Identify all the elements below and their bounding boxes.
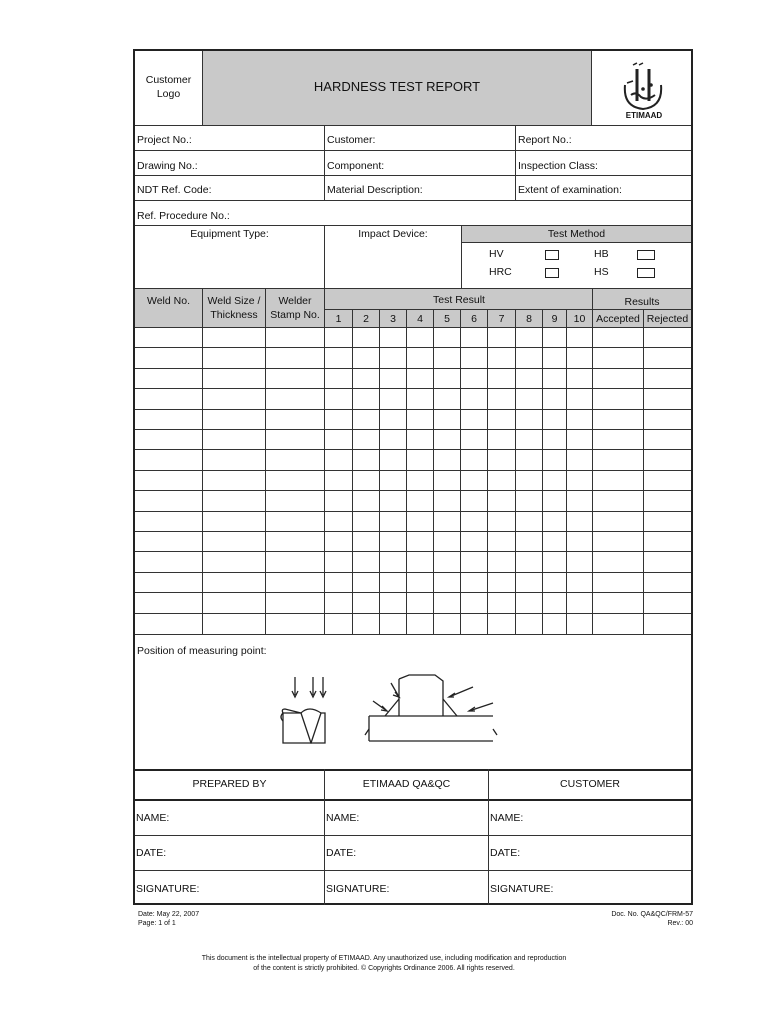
table-column-divider — [542, 309, 543, 634]
table-column-divider — [460, 309, 461, 634]
table-row — [135, 511, 691, 512]
table-column-divider — [643, 309, 644, 634]
table-row — [135, 572, 691, 573]
table-column-divider — [592, 288, 593, 634]
weld-no-header: Weld No. — [147, 295, 190, 307]
table-row — [135, 613, 691, 614]
results-header: Results — [624, 296, 660, 308]
footer-notice-line1: This document is the intellectual property of ETIMAAD. Any unauthorized use, including modification and reproduction — [201, 955, 567, 962]
test-result-column-10: 10 — [573, 313, 586, 325]
extent-label: Extent of examination: — [518, 184, 622, 196]
method-hrc-checkbox[interactable] — [545, 268, 559, 278]
qaqc-date-label: DATE: — [326, 847, 357, 859]
etimaad-logo — [603, 55, 685, 121]
prepared-name-label: NAME: — [136, 812, 170, 824]
test-result-column-5: 5 — [444, 313, 450, 325]
test-result-column-1: 1 — [335, 313, 342, 325]
qaqc-name-label: NAME: — [326, 812, 360, 824]
component-label: Component: — [327, 160, 385, 172]
procedure-label: Ref. Procedure No.: — [137, 210, 230, 222]
table-row — [135, 388, 691, 389]
customer-signoff-header: CUSTOMER — [560, 778, 620, 790]
customer-label: Customer: — [327, 134, 376, 146]
rejected-header: Rejected — [646, 313, 689, 325]
welder-stamp-header: Welder Stamp No. — [270, 295, 320, 321]
customer-date-label: DATE: — [490, 847, 521, 859]
table-row — [135, 429, 691, 430]
table-row — [135, 531, 691, 532]
table-column-divider — [406, 309, 407, 634]
table-row — [135, 409, 691, 410]
table-column-divider — [487, 309, 488, 634]
footer-doc-no: Doc. No. QA&QC/FRM-57 — [611, 911, 693, 918]
report-no-label: Report No.: — [518, 134, 572, 146]
test-result-column-4: 4 — [417, 313, 423, 325]
page-title: HARDNESS TEST REPORT — [313, 79, 481, 94]
table-row — [135, 449, 691, 450]
table-column-divider — [352, 309, 353, 634]
etimaad-qaqc-header: ETIMAAD QA&QC — [362, 778, 451, 790]
project-no-label: Project No.: — [137, 134, 192, 146]
butt-weld-diagram — [275, 673, 335, 749]
table-row — [135, 592, 691, 593]
test-result-column-9: 9 — [551, 313, 558, 325]
report-frame — [133, 49, 693, 905]
inspection-class-label: Inspection Class: — [518, 160, 598, 172]
footer-notice-line2: of the content is strictly prohibited. © Copyrights Ordinance 2006. All rights reserved. — [253, 965, 515, 972]
test-result-header: Test Result — [433, 294, 485, 306]
fillet-weld-diagram — [361, 671, 503, 751]
impact-device-label: Impact Device: — [358, 228, 428, 240]
table-row — [135, 368, 691, 369]
accepted-header: Accepted — [596, 313, 640, 325]
prepared-date-label: DATE: — [136, 847, 167, 859]
method-hb-label: HB — [594, 248, 609, 260]
test-result-column-7: 7 — [498, 313, 505, 325]
method-hv-checkbox[interactable] — [545, 250, 559, 260]
weld-size-header: Weld Size / Thickness — [207, 295, 261, 321]
qaqc-signature-label: SIGNATURE: — [326, 883, 390, 895]
table-row — [135, 347, 691, 348]
table-row — [135, 551, 691, 552]
method-hrc-label: HRC — [489, 266, 512, 278]
footer-page: Page: 1 of 1 — [138, 920, 176, 927]
ndt-ref-label: NDT Ref. Code: — [137, 184, 212, 196]
footer-rev: Rev.: 00 — [667, 920, 693, 927]
test-result-column-8: 8 — [526, 313, 532, 325]
table-row — [135, 470, 691, 471]
test-method-label: Test Method — [547, 228, 606, 240]
customer-signature-label: SIGNATURE: — [490, 883, 554, 895]
table-column-divider — [433, 309, 434, 634]
method-hs-label: HS — [594, 266, 609, 278]
table-column-divider — [515, 309, 516, 634]
table-column-divider — [566, 309, 567, 634]
prepared-signature-label: SIGNATURE: — [136, 883, 200, 895]
material-label: Material Description: — [327, 184, 423, 196]
prepared-by-header: PREPARED BY — [192, 778, 267, 790]
test-result-column-2: 2 — [363, 313, 369, 325]
test-result-column-6: 6 — [471, 313, 477, 325]
method-hs-checkbox[interactable] — [637, 268, 655, 278]
table-column-divider — [324, 288, 325, 634]
table-column-divider — [202, 288, 203, 634]
test-result-column-3: 3 — [390, 313, 396, 325]
table-column-divider — [379, 309, 380, 634]
method-hv-label: HV — [489, 248, 504, 260]
equipment-label: Equipment Type: — [190, 228, 269, 240]
footer-date: Date: May 22, 2007 — [138, 911, 200, 918]
customer-logo-placeholder: Customer Logo — [145, 74, 192, 100]
position-label: Position of measuring point: — [137, 645, 267, 657]
drawing-no-label: Drawing No.: — [137, 160, 198, 172]
table-column-divider — [265, 288, 266, 634]
table-row — [135, 490, 691, 491]
customer-name-label: NAME: — [490, 812, 524, 824]
logo-wordmark: ETIMAAD — [625, 111, 663, 120]
method-hb-checkbox[interactable] — [637, 250, 655, 260]
